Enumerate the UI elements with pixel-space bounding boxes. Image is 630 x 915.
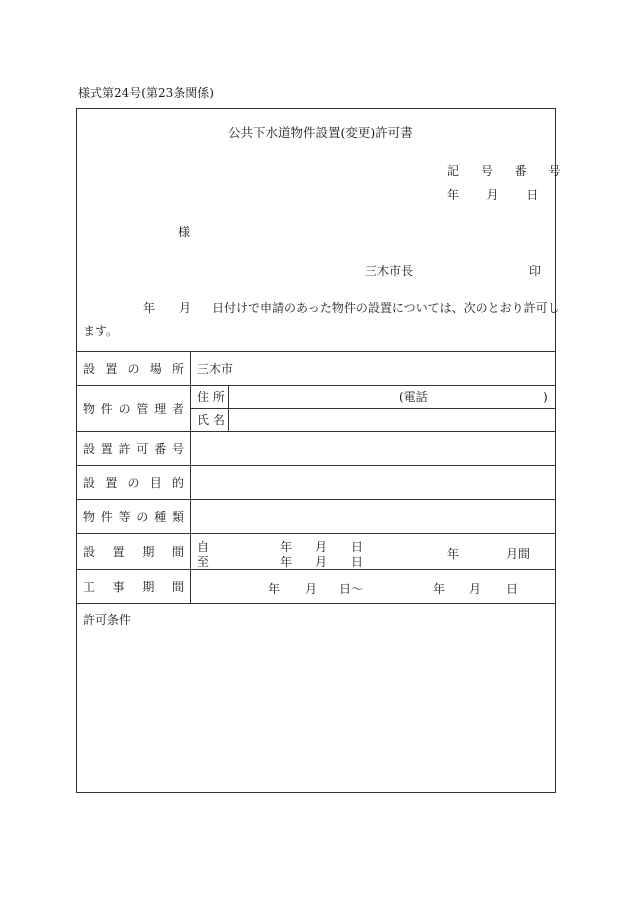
construction-end-month: 月	[469, 582, 482, 596]
construction-period-label-text: 工 事 期 間	[83, 579, 184, 594]
period-from-marker: 自	[197, 540, 210, 554]
location-label-text: 設 置 の 場 所	[83, 361, 184, 376]
permit-number-label	[77, 431, 190, 465]
issue-date-year: 年	[447, 188, 460, 202]
period-from-day: 日	[351, 540, 364, 554]
manager-label	[77, 385, 190, 431]
purpose-label	[77, 465, 190, 499]
kind-label-text: 物 件 等 の 種 類	[83, 509, 184, 524]
period-to-day: 日	[351, 555, 364, 569]
location-value: 三木市	[197, 361, 234, 376]
body-year: 年	[143, 301, 156, 315]
permit-conditions-label: 許可条件	[83, 613, 132, 627]
manager-address-label: 住 所	[197, 390, 225, 404]
issuer-title: 三木市長	[365, 264, 414, 278]
period-total-months: 月間	[506, 547, 531, 561]
purpose-label-text: 設 置 の 目 的	[83, 475, 184, 490]
period-from-month: 月	[315, 540, 328, 554]
construction-start-year: 年	[268, 582, 281, 596]
manager-phone-close: )	[543, 389, 548, 404]
construction-start-month: 月	[305, 582, 318, 596]
construction-end-day: 日	[506, 582, 519, 596]
period-to-month: 月	[315, 555, 328, 569]
seal-mark: 印	[529, 264, 542, 278]
period-to-year: 年	[280, 555, 293, 569]
kind-label	[77, 499, 190, 533]
period-label-text: 設 置 期 間	[83, 544, 184, 559]
addressee-suffix: 様	[178, 225, 191, 239]
manager-name-label: 氏 名	[197, 413, 225, 427]
period-total-year: 年	[447, 547, 460, 561]
period-to-marker: 至	[197, 555, 210, 569]
period-from-year: 年	[280, 540, 293, 554]
body-text-line2: ます。	[83, 324, 119, 338]
manager-label-text: 物 件 の 管 理 者	[83, 401, 184, 416]
construction-start-day: 日〜	[339, 582, 364, 596]
form-number: 様式第24号(第23条関係)	[78, 86, 214, 100]
issue-date-month: 月	[486, 188, 499, 202]
construction-end-year: 年	[433, 582, 446, 596]
permit-form	[76, 108, 570, 793]
reference-number-label: 記 号 番 号	[447, 164, 570, 178]
construction-period-label	[77, 569, 190, 603]
manager-phone-open: (電話	[399, 390, 428, 404]
location-label	[77, 351, 190, 385]
period-label	[77, 533, 190, 569]
permit-number-label-text: 設 置 許 可 番 号	[83, 441, 184, 456]
issue-date	[447, 186, 538, 203]
issue-date-day: 日	[526, 188, 539, 202]
form-title: 公共下水道物件設置(変更)許可書	[228, 125, 413, 140]
body-month: 月	[179, 301, 192, 315]
body-text-line1: 日付けで申請のあった物件の設置については、次のとおり許可し	[212, 301, 560, 315]
